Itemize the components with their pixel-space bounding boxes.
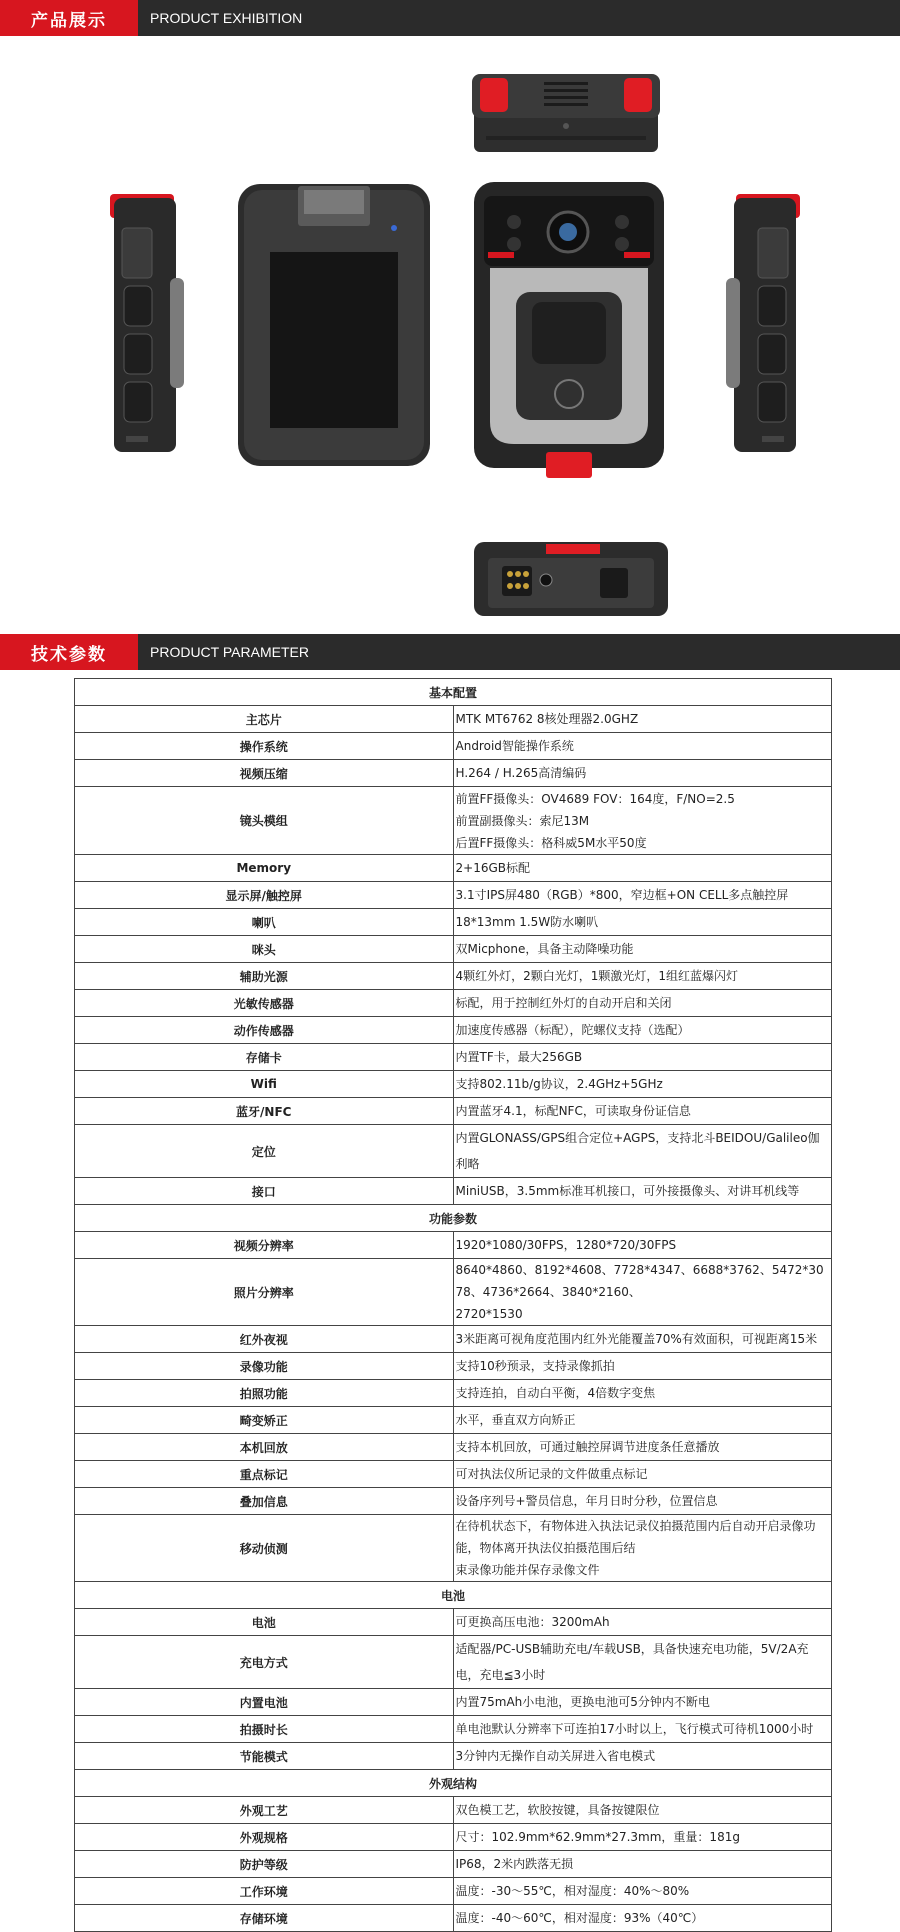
group-title: 电池	[75, 1582, 832, 1609]
spec-value	[453, 706, 832, 733]
spec-value-line: H.264 / H.265高清编码	[455, 766, 587, 780]
spec-value-line: IP68，2米内跌落无损	[455, 1857, 574, 1871]
spec-value-line: 设备序列号+警员信息，年月日时分秒，位置信息	[455, 1494, 718, 1508]
spec-value	[453, 1716, 832, 1743]
spec-label: 咪头	[75, 936, 454, 963]
device-left-side-view	[108, 188, 188, 458]
table-row	[75, 936, 832, 963]
spec-value-line: 束录像功能并保存录像文件	[455, 1563, 600, 1577]
spec-value	[453, 787, 832, 855]
table-row	[75, 760, 832, 787]
table-row	[75, 1689, 832, 1716]
spec-value-line: Android智能操作系统	[455, 739, 574, 753]
spec-value	[453, 1017, 832, 1044]
spec-value	[453, 909, 832, 936]
spec-value-line: 前置副摄像头：索尼13M	[455, 813, 590, 828]
spec-value	[453, 1353, 832, 1380]
spec-label: 拍摄时长	[75, 1716, 454, 1743]
spec-value-line: 双Micphone，具备主动降噪功能	[455, 942, 634, 956]
spec-value-line: 2720*1530	[455, 1307, 523, 1321]
spec-value-line: 双色模工艺，软胶按键，具备按键限位	[455, 1803, 660, 1817]
spec-value-line: 水平，垂直双方向矫正	[455, 1413, 576, 1427]
spec-value-line: 可更换高压电池：3200mAh	[455, 1615, 610, 1629]
spec-value-line: 内置蓝牙4.1，标配NFC，可读取身份证信息	[455, 1104, 691, 1118]
spec-value	[453, 1878, 832, 1905]
spec-value-line: 3米距离可视角度范围内红外光能覆盖70%有效面积，可视距离15米	[455, 1332, 818, 1346]
table-row	[75, 1851, 832, 1878]
spec-value-line: MTK MT6762 8核处理器2.0GHZ	[455, 712, 639, 726]
spec-value	[453, 1689, 832, 1716]
table-group-row	[75, 679, 832, 706]
spec-value-line: 在待机状态下，有物体进入执法记录仪拍摄范围内后自动开启录像功能，物体离开执法仪拍摄范围后结	[455, 1519, 816, 1555]
spec-value	[453, 1259, 832, 1326]
spec-value	[453, 1178, 832, 1205]
spec-value	[453, 1609, 832, 1636]
table-row	[75, 1743, 832, 1770]
table-row	[75, 1044, 832, 1071]
table-row	[75, 963, 832, 990]
spec-value-line: 可对执法仪所记录的文件做重点标记	[455, 1467, 648, 1481]
spec-label: 防护等级	[75, 1851, 454, 1878]
spec-label: 工作环境	[75, 1878, 454, 1905]
spec-value	[453, 1743, 832, 1770]
spec-value-line: 前置FF摄像头：OV4689 FOV：164度，F/NO=2.5	[455, 791, 735, 806]
spec-value	[453, 1098, 832, 1125]
table-row	[75, 990, 832, 1017]
spec-value	[453, 1905, 832, 1932]
table-row	[75, 1434, 832, 1461]
spec-label: 节能模式	[75, 1743, 454, 1770]
spec-label: 内置电池	[75, 1689, 454, 1716]
spec-label: 存储卡	[75, 1044, 454, 1071]
spec-value-line: 尺寸：102.9mm*62.9mm*27.3mm，重量：181g	[455, 1830, 740, 1844]
spec-value	[453, 1515, 832, 1582]
spec-label: 操作系统	[75, 733, 454, 760]
table-row	[75, 1488, 832, 1515]
spec-value-line: 内置75mAh小电池，更换电池可5分钟内不断电	[455, 1695, 710, 1709]
spec-value	[453, 963, 832, 990]
table-row	[75, 1609, 832, 1636]
spec-value-line: 加速度传感器（标配），陀螺仪支持（选配）	[455, 1023, 690, 1037]
spec-label: 主芯片	[75, 706, 454, 733]
table-row	[75, 1125, 832, 1178]
spec-label: Memory	[75, 855, 454, 882]
spec-label: 录像功能	[75, 1353, 454, 1380]
spec-value-line: 3分钟内无操作自动关屏进入省电模式	[455, 1749, 656, 1763]
table-row	[75, 1380, 832, 1407]
spec-label: 接口	[75, 1178, 454, 1205]
spec-value-line: 温度：-40～60℃，相对湿度：93%（40℃）	[455, 1911, 704, 1925]
spec-label: 定位	[75, 1125, 454, 1178]
table-row	[75, 1098, 832, 1125]
spec-value-line: MiniUSB，3.5mm标准耳机接口，可外接摄像头、对讲耳机线等	[455, 1184, 800, 1198]
spec-value	[453, 936, 832, 963]
device-right-side-view	[722, 188, 802, 458]
spec-label: 拍照功能	[75, 1380, 454, 1407]
spec-value-line: 后置FF摄像头：格科威5M水平50度	[455, 835, 647, 850]
spec-value	[453, 1797, 832, 1824]
device-top-view	[466, 66, 666, 158]
table-row	[75, 1716, 832, 1743]
spec-value-line: 支持802.11b/g协议，2.4GHz+5GHz	[455, 1077, 663, 1091]
table-group-row	[75, 1770, 832, 1797]
table-row	[75, 733, 832, 760]
table-row	[75, 1017, 832, 1044]
spec-label: 蓝牙/NFC	[75, 1098, 454, 1125]
spec-label: 镜头模组	[75, 787, 454, 855]
spec-value-line: 支持连拍，自动白平衡，4倍数字变焦	[455, 1386, 656, 1400]
spec-value	[453, 1461, 832, 1488]
spec-label: 存储环境	[75, 1905, 454, 1932]
spec-value	[453, 882, 832, 909]
spec-label: 电池	[75, 1609, 454, 1636]
spec-label: 外观规格	[75, 1824, 454, 1851]
group-title: 外观结构	[75, 1770, 832, 1797]
spec-label: 光敏传感器	[75, 990, 454, 1017]
spec-value-line: 3.1寸IPS屏480（RGB）*800，窄边框+ON CELL多点触控屏	[455, 888, 789, 902]
spec-value-line: 内置TF卡，最大256GB	[455, 1050, 583, 1064]
table-row	[75, 1905, 832, 1932]
table-row	[75, 1878, 832, 1905]
section-header-exhibition	[0, 0, 900, 36]
spec-label: 重点标记	[75, 1461, 454, 1488]
table-row	[75, 1259, 832, 1326]
spec-value	[453, 1380, 832, 1407]
spec-value	[453, 760, 832, 787]
table-row	[75, 1515, 832, 1582]
table-row	[75, 787, 832, 855]
spec-value	[453, 1488, 832, 1515]
spec-value	[453, 855, 832, 882]
spec-table	[74, 678, 832, 1932]
spec-label: 本机回放	[75, 1434, 454, 1461]
table-row	[75, 1071, 832, 1098]
spec-label: 视频分辨率	[75, 1232, 454, 1259]
table-row	[75, 1232, 832, 1259]
section-title-en: PRODUCT PARAMETER	[150, 644, 309, 660]
spec-value-line: 适配器/PC-USB辅助充电/车载USB，具备快速充电功能，5V/2A充电，充电≦3小时	[455, 1642, 809, 1682]
table-group-row	[75, 1205, 832, 1232]
spec-value-line: 标配，用于控制红外灯的自动开启和关闭	[455, 996, 672, 1010]
product-exhibition	[0, 36, 900, 634]
table-row	[75, 882, 832, 909]
spec-value-line: 8640*4860、8192*4608、7728*4347、6688*3762、5472*3078、4736*2664、3840*2160、	[455, 1263, 824, 1299]
spec-label: Wifi	[75, 1071, 454, 1098]
group-title: 基本配置	[75, 679, 832, 706]
spec-label: 照片分辨率	[75, 1259, 454, 1326]
group-title: 功能参数	[75, 1205, 832, 1232]
table-row	[75, 855, 832, 882]
spec-value	[453, 1326, 832, 1353]
spec-label: 喇叭	[75, 909, 454, 936]
table-row	[75, 909, 832, 936]
spec-value	[453, 990, 832, 1017]
table-row	[75, 1178, 832, 1205]
spec-value	[453, 1071, 832, 1098]
spec-label: 辅助光源	[75, 963, 454, 990]
spec-value	[453, 1636, 832, 1689]
spec-value	[453, 1434, 832, 1461]
spec-value	[453, 1125, 832, 1178]
device-back-view	[474, 182, 664, 482]
spec-value-line: 支持10秒预录，支持录像抓拍	[455, 1359, 615, 1373]
spec-value-line: 18*13mm 1.5W防水喇叭	[455, 915, 599, 929]
table-group-row	[75, 1582, 832, 1609]
spec-value	[453, 1232, 832, 1259]
spec-label: 动作传感器	[75, 1017, 454, 1044]
spec-label: 外观工艺	[75, 1797, 454, 1824]
spec-value-line: 内置GLONASS/GPS组合定位+AGPS，支持北斗BEIDOU/Galileo伽利略	[455, 1131, 820, 1171]
table-row	[75, 1636, 832, 1689]
table-row	[75, 1407, 832, 1434]
section-title-zh: 技术参数	[0, 634, 138, 670]
table-row	[75, 1461, 832, 1488]
spec-value-line: 温度：-30～55℃，相对湿度：40%～80%	[455, 1884, 690, 1898]
spec-value-line: 支持本机回放，可通过触控屏调节进度条任意播放	[455, 1440, 720, 1454]
spec-value	[453, 1407, 832, 1434]
spec-value	[453, 733, 832, 760]
spec-label: 红外夜视	[75, 1326, 454, 1353]
table-row	[75, 1326, 832, 1353]
device-front-view	[238, 184, 430, 466]
spec-label: 显示屏/触控屏	[75, 882, 454, 909]
spec-value	[453, 1851, 832, 1878]
table-row	[75, 1824, 832, 1851]
spec-value-line: 4颗红外灯，2颗白光灯，1颗激光灯，1组红蓝爆闪灯	[455, 969, 739, 983]
spec-value	[453, 1044, 832, 1071]
spec-label: 视频压缩	[75, 760, 454, 787]
table-row	[75, 706, 832, 733]
spec-value-line: 2+16GB标配	[455, 861, 530, 875]
spec-label: 充电方式	[75, 1636, 454, 1689]
table-row	[75, 1797, 832, 1824]
spec-label: 移动侦测	[75, 1515, 454, 1582]
spec-label: 叠加信息	[75, 1488, 454, 1515]
spec-value	[453, 1824, 832, 1851]
section-title-zh: 产品展示	[0, 0, 138, 36]
device-bottom-view	[474, 536, 668, 622]
spec-value-line: 1920*1080/30FPS，1280*720/30FPS	[455, 1238, 677, 1252]
table-row	[75, 1353, 832, 1380]
spec-label: 畸变矫正	[75, 1407, 454, 1434]
section-title-en: PRODUCT EXHIBITION	[150, 10, 303, 26]
spec-value-line: 单电池默认分辨率下可连拍17小时以上，飞行模式可待机1000小时	[455, 1722, 814, 1736]
section-header-parameter	[0, 634, 900, 670]
